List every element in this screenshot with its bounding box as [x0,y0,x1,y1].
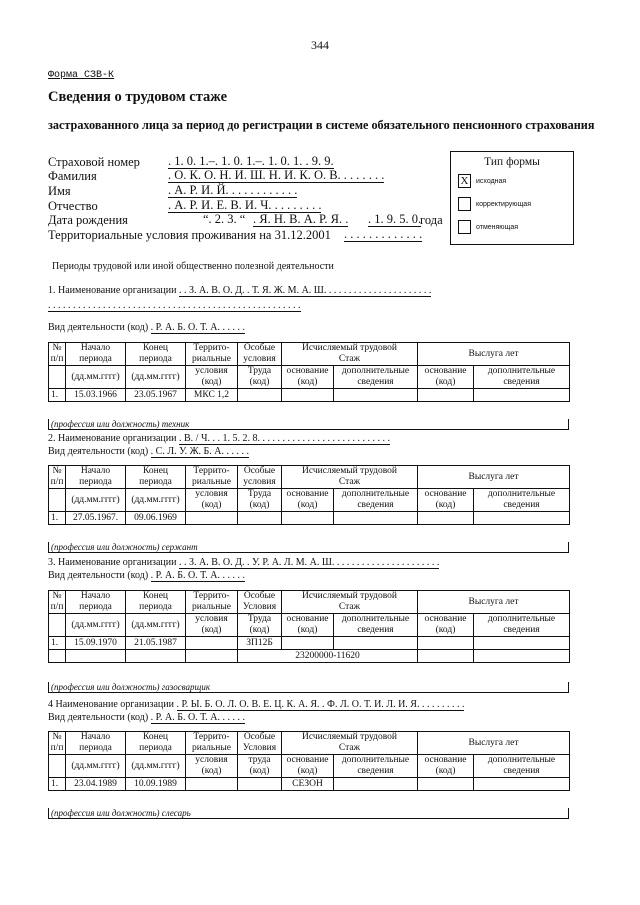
hdr-service: Выслуга лет [418,466,570,489]
profession-line: (профессия или должность) слесарь [48,808,569,819]
birth-year: . 1. 9. 5. 0. [368,212,422,226]
row-extra-code: 23200000-11620 [238,650,418,663]
periods-table [48,342,570,402]
hdr-service-basis: основание (код) [418,489,474,512]
hdr-calc-basis: основание (код) [282,489,334,512]
hdr-end-fmt: (дд.мм.гггг) [126,366,186,389]
hdr-special: Особые условия [238,343,282,366]
hdr-end: Конец периода [126,343,186,366]
page-number: 344 [311,38,329,52]
org-label: 4 Наименование организации [48,699,174,710]
insurance-number-value: . 1. 0. 1.–. 1. 0. 1.–. 1. 0. 1. . 9. 9. [168,154,334,168]
hdr-special: Особые Условия [238,591,282,614]
hdr-service: Выслуга лет [418,591,570,614]
checkbox-cancel[interactable] [458,220,471,234]
org-label: 3. Наименование организации [48,557,177,568]
row-num: 1. [49,512,66,525]
org-value: . . З. А. В. О. Д. . Т. Я. Ж. М. А. Ш. . . . . . . . . . . . . . . . . . . . . . [179,285,432,296]
form-label: Форма СЗВ-К [48,70,115,81]
row-calc-basis [282,389,334,402]
row-special: ЗП12Б [238,637,282,650]
form-type-box [450,151,574,245]
hdr-service: Выслуга лет [418,732,570,755]
hdr-service-addl: дополнительные сведения [474,489,570,512]
hdr-terr-code: условия (код) [186,755,238,778]
hdr-num: № п/п [49,591,66,614]
row-num: 1. [49,389,66,402]
hdr-terr: Террито- риальные [186,591,238,614]
hdr-calc-addl: дополнительные сведения [334,614,418,637]
activity-line [48,570,245,581]
hdr-start-fmt: (дд.мм.гггг) [66,614,126,637]
hdr-end-fmt: (дд.мм.гггг) [126,614,186,637]
name-label: Имя [48,184,71,198]
row-special [238,389,282,402]
org-label: 1. Наименование организации [48,285,177,296]
territorial-label: Территориальные условия проживания на 31.12.2001 [48,228,331,242]
hdr-special: Особые Условия [238,732,282,755]
patronymic-value: . А. Р. И. Е. В. И. Ч. . . . . . . . . [168,198,322,212]
hdr-terr: Террито- риальные [186,343,238,366]
row-end: 09.06.1969 [126,512,186,525]
activity-line [48,322,245,333]
activity-value: . С. Л. У. Ж. Б. А. . . . . . [150,446,249,457]
hdr-calc-addl: дополнительные сведения [334,755,418,778]
row-end: 21.05.1987 [126,637,186,650]
hdr-start: Начало периода [66,343,126,366]
row-terr [186,778,238,791]
activity-value: . Р. А. Б. О. Т. А. . . . . . [150,712,245,723]
table-row [49,650,570,663]
org-value: . В. / Ч. . . 1. 5. 2. 8. . . . . . . . . . . . . . . . . . . . . . . . . . . [179,433,390,444]
org-value: . Р. Ы. Б. О. Л. О. В. Е. Ц. К. А. Я. . Ф. Л. О. Т. И. Л. И. Я. . . . . . . . . . [176,699,465,710]
hdr-service: Выслуга лет [418,343,570,366]
hdr-start: Начало периода [66,732,126,755]
hdr-num: № п/п [49,466,66,489]
row-num: 1. [49,778,66,791]
hdr-end: Конец периода [126,591,186,614]
hdr-calc: Исчисляемый трудовой Стаж [282,732,418,755]
surname-value: . О. К. О. Н. И. Ш. Н. И. К. О. В. . . . . . . . [168,168,385,182]
hdr-calc-basis: основание (код) [282,366,334,389]
checkbox-cancel-label: отменяющая [476,224,518,231]
row-end: 23.05.1967 [126,389,186,402]
birth-month: . Я. Н. В. А. Р. Я. . [253,212,349,226]
hdr-calc-basis: основание (код) [282,614,334,637]
form-type-title: Тип формы [484,156,540,168]
table-row [49,637,570,650]
org-name-line [48,699,464,710]
hdr-end-fmt: (дд.мм.гггг) [126,755,186,778]
profession-line: (профессия или должность) техник [48,419,569,430]
hdr-terr: Террито- риальные [186,466,238,489]
checkbox-corrective-label: корректирующая [476,201,531,208]
periods-table [48,590,570,663]
document-title: Сведения о трудовом стаже [48,89,228,105]
hdr-service-basis: основание (код) [418,755,474,778]
org-name-line [48,433,390,444]
hdr-end: Конец периода [126,466,186,489]
org-name-line [48,557,439,568]
row-num: 1. [49,637,66,650]
row-start: 15.09.1970 [66,637,126,650]
hdr-start: Начало периода [66,466,126,489]
row-start: 27.05.1967. [66,512,126,525]
hdr-special-code: Труда (код) [238,614,282,637]
row-calc-basis [282,637,334,650]
hdr-calc: Исчисляемый трудовой Стаж [282,591,418,614]
checkbox-original-label: исходная [476,178,507,185]
row-start: 15.03.1966 [66,389,126,402]
hdr-start-fmt: (дд.мм.гггг) [66,366,126,389]
profession-line: (профессия или должность) газосварщик [48,682,569,693]
hdr-terr: Террито- риальные [186,732,238,755]
activity-value: . Р. А. Б. О. Т. А. . . . . . [150,322,245,333]
table-row [49,389,570,402]
hdr-calc: Исчисляемый трудовой Стаж [282,466,418,489]
table-row [49,778,570,791]
org-name-continuation [48,300,301,311]
row-terr: МКС 1,2 [186,389,238,402]
row-terr [186,637,238,650]
patronymic-label: Отчество [48,199,98,213]
periods-table [48,731,570,791]
hdr-calc-basis: основание (код) [282,755,334,778]
hdr-terr-code: условия (код) [186,366,238,389]
row-calc-basis: СЕЗОН [282,778,334,791]
hdr-end-fmt: (дд.мм.гггг) [126,489,186,512]
hdr-start: Начало периода [66,591,126,614]
checkbox-original[interactable]: X [458,174,471,188]
org-name-line [48,285,431,296]
table-row [49,512,570,525]
periods-heading: Периоды трудовой или иной общественно полезной деятельности [52,261,334,272]
hdr-start-fmt: (дд.мм.гггг) [66,489,126,512]
row-start: 23.04.1989 [66,778,126,791]
surname-label: Фамилия [48,169,97,183]
hdr-calc: Исчисляемый трудовой Стаж [282,343,418,366]
hdr-service-basis: основание (код) [418,366,474,389]
activity-label: Вид деятельности (код) [48,322,149,333]
document-subtitle: застрахованного лица за период до регистрации в системе обязательного пенсионного страхования [48,118,595,132]
hdr-start-fmt: (дд.мм.гггг) [66,755,126,778]
hdr-special-code: Труда (код) [238,366,282,389]
activity-line [48,446,249,457]
profession-line: (профессия или должность) сержант [48,542,569,553]
hdr-service-addl: дополнительные сведения [474,366,570,389]
row-end: 10.09.1989 [126,778,186,791]
activity-label: Вид деятельности (код) [48,446,149,457]
hdr-num: № п/п [49,732,66,755]
birth-day: “. 2. 3. “ [203,212,246,226]
activity-value: . Р. А. Б. О. Т. А. . . . . . [150,570,245,581]
hdr-terr-code: условия (код) [186,489,238,512]
activity-line [48,712,245,723]
checkbox-corrective[interactable] [458,197,471,211]
hdr-service-addl: дополнительные сведения [474,755,570,778]
periods-table [48,465,570,525]
row-terr [186,512,238,525]
row-special [238,778,282,791]
org-label: 2. Наименование организации [48,433,177,444]
hdr-special: Особые условия [238,466,282,489]
hdr-terr-code: условия (код) [186,614,238,637]
org-value-cont: . . . . . . . . . . . . . . . . . . . . . . . . . . . . . . . . . . . . . . . . . . . . . . . . . . . [48,300,301,311]
row-special [238,512,282,525]
birth-year-word: года [420,213,443,227]
hdr-calc-addl: дополнительные сведения [334,489,418,512]
hdr-end: Конец периода [126,732,186,755]
insurance-number-label: Страховой номер [48,155,140,169]
hdr-service-addl: дополнительные сведения [474,614,570,637]
hdr-num: № п/п [49,343,66,366]
row-calc-basis [282,512,334,525]
activity-label: Вид деятельности (код) [48,712,149,723]
activity-label: Вид деятельности (код) [48,570,149,581]
org-value: . . З. А. В. О. Д. . У. Р. А. Л. М. А. Ш. . . . . . . . . . . . . . . . . . . . . . [179,557,440,568]
hdr-calc-addl: дополнительные сведения [334,366,418,389]
birth-date-label: Дата рождения [48,213,128,227]
hdr-special-code: Труда (код) [238,489,282,512]
name-value: . А. Р. И. Й. . . . . . . . . . . . [168,183,298,197]
hdr-service-basis: основание (код) [418,614,474,637]
hdr-special-code: труда (код) [238,755,282,778]
territorial-value: . . . . . . . . . . . . . [344,227,423,241]
